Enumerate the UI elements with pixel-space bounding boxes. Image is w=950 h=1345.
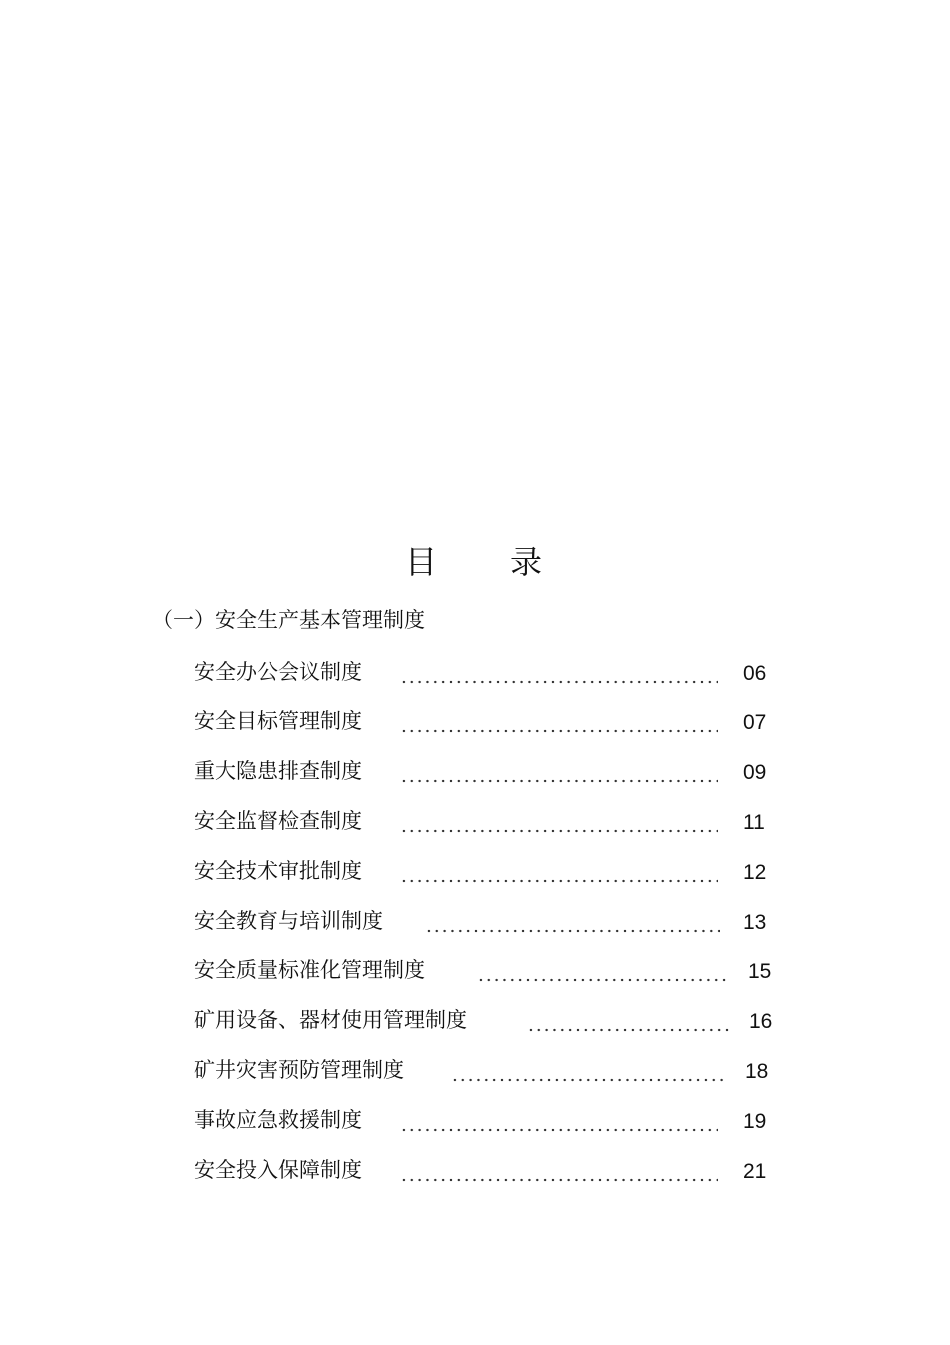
toc-entry [194,756,794,786]
toc-entry-label: 安全目标管理制度 [194,709,362,733]
dot-leader [400,856,718,886]
toc-entry-label: 矿用设备、器材使用管理制度 [194,1008,467,1032]
toc-entry-label: 矿井灾害预防管理制度 [194,1058,404,1082]
toc-entry [194,706,794,736]
dot-leader [400,756,718,786]
toc-entry [194,906,794,936]
toc-entry-label: 重大隐患排查制度 [194,759,362,783]
toc-entry [194,1055,794,1085]
toc-entry-label: 安全办公会议制度 [194,660,362,684]
dot-leader [527,1005,731,1035]
title-char-1: 目 [405,543,438,581]
toc-entry [194,1105,794,1135]
dot-leader [400,1155,718,1185]
toc-entry [194,856,794,886]
toc-entry-page: 18 [745,1060,769,1083]
section-heading: （一）安全生产基本管理制度 [152,608,425,632]
toc-entry-page: 13 [743,911,767,934]
toc-entry-page: 15 [748,960,772,983]
toc-entry-label: 安全质量标准化管理制度 [194,958,425,982]
toc-entry [194,657,794,687]
toc-entry [194,1155,794,1185]
toc-entry-page: 16 [749,1010,773,1033]
toc-entry-label: 安全监督检查制度 [194,809,362,833]
toc-entry-label: 安全技术审批制度 [194,859,362,883]
dot-leader [451,1055,724,1085]
toc-entry-label: 安全投入保障制度 [194,1158,362,1182]
toc-entry [194,1005,794,1035]
toc-entry-page: 07 [743,711,767,734]
toc-entry-page: 21 [743,1160,767,1183]
toc-entry-label: 事故应急救援制度 [194,1108,362,1132]
toc-entry-page: 12 [743,861,767,884]
dot-leader [400,806,718,836]
dot-leader [425,906,720,936]
toc-entry-label: 安全教育与培训制度 [194,909,383,933]
title-char-2: 录 [510,543,543,581]
dot-leader [400,657,718,687]
toc-entry [194,955,794,985]
dot-leader [400,1105,718,1135]
toc-entry-page: 11 [743,811,765,834]
dot-leader [477,955,727,985]
toc-entry-page: 19 [743,1110,767,1133]
dot-leader [400,706,718,736]
toc-entry-page: 06 [743,662,767,685]
toc-entry-page: 09 [743,761,767,784]
toc-entry [194,806,794,836]
